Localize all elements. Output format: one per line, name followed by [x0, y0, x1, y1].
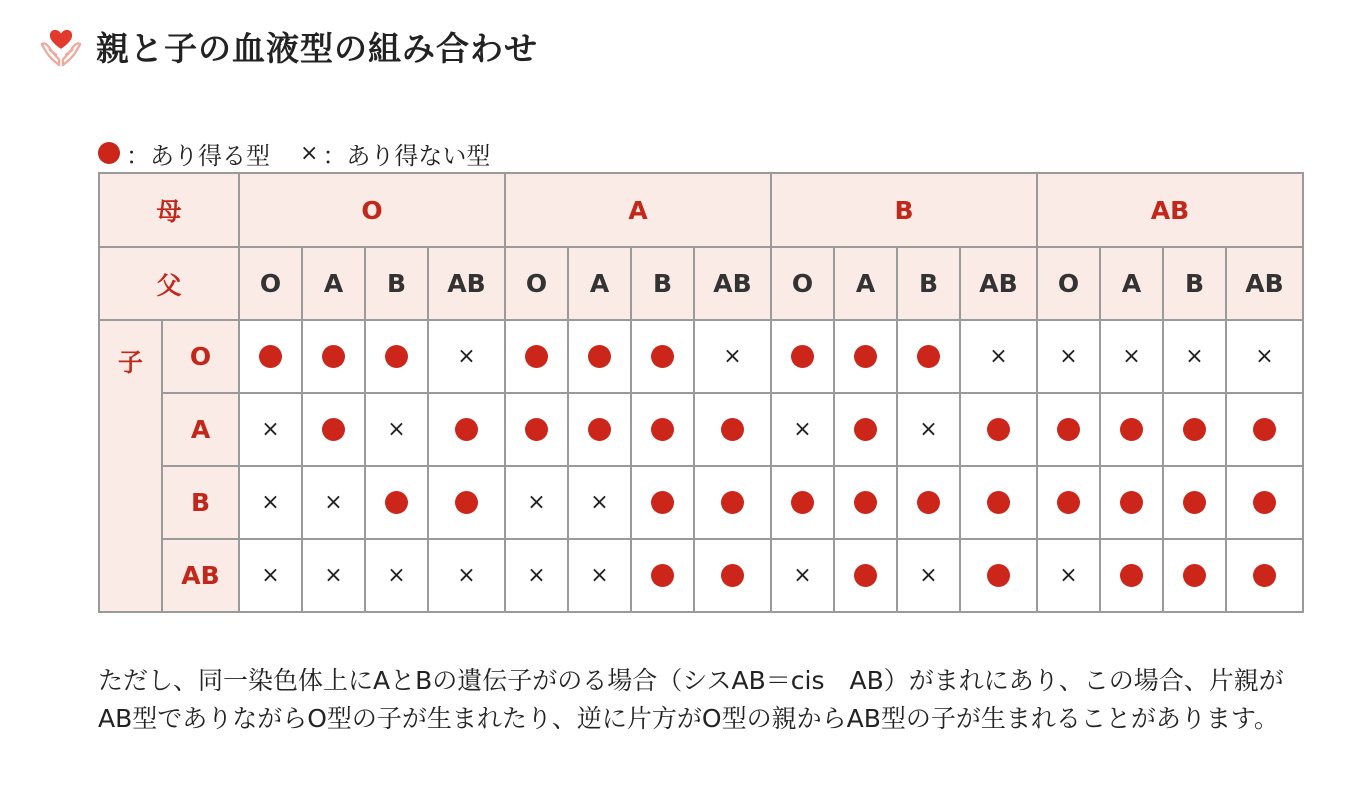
- child-label: 子: [99, 320, 162, 612]
- result-cell: [694, 539, 771, 612]
- result-cell: [631, 466, 694, 539]
- father-type-cell: B: [897, 247, 960, 320]
- possible-dot: [588, 345, 611, 368]
- possible-dot: [1057, 418, 1080, 441]
- mother-type-a: A: [505, 173, 771, 247]
- possible-dot: [525, 418, 548, 441]
- father-type-cell: A: [568, 247, 631, 320]
- result-cell: [1226, 466, 1303, 539]
- result-cell: [1163, 320, 1226, 393]
- mother-label: 母: [99, 173, 239, 247]
- possible-dot: [1253, 418, 1276, 441]
- possible-dot: [1253, 564, 1276, 587]
- impossible-cross: ×: [590, 490, 609, 515]
- possible-dot: [385, 491, 408, 514]
- result-cell: [239, 320, 302, 393]
- possible-dot: [588, 418, 611, 441]
- result-cell: [960, 393, 1037, 466]
- possible-dot: [987, 491, 1010, 514]
- result-cell: [631, 393, 694, 466]
- mother-type-ab: AB: [1037, 173, 1303, 247]
- possible-dot: [854, 564, 877, 587]
- father-header-row: [99, 247, 1303, 320]
- result-cell: [771, 393, 834, 466]
- child-row: [99, 320, 1303, 393]
- father-type-cell: B: [631, 247, 694, 320]
- heart-hands-icon: [38, 23, 84, 69]
- possible-dot: [651, 491, 674, 514]
- possible-dot: [1057, 491, 1080, 514]
- result-cell: [1226, 539, 1303, 612]
- legend: [98, 138, 490, 168]
- possible-dot: [987, 564, 1010, 587]
- result-cell: [1163, 539, 1226, 612]
- impossible-cross: ×: [527, 563, 546, 588]
- result-cell: [771, 320, 834, 393]
- result-cell: [897, 539, 960, 612]
- father-type-cell: O: [771, 247, 834, 320]
- possible-dot: [917, 491, 940, 514]
- father-type-cell: AB: [1226, 247, 1303, 320]
- result-cell: [1100, 393, 1163, 466]
- possible-dot: [854, 418, 877, 441]
- result-cell: [1037, 466, 1100, 539]
- child-type-cell: B: [162, 466, 239, 539]
- result-cell: [302, 393, 365, 466]
- impossible-cross: ×: [457, 563, 476, 588]
- result-cell: [365, 320, 428, 393]
- result-cell: [1163, 466, 1226, 539]
- father-type-cell: O: [1037, 247, 1100, 320]
- title-row: [38, 22, 538, 70]
- result-cell: [834, 466, 897, 539]
- result-cell: [694, 320, 771, 393]
- impossible-cross: ×: [324, 563, 343, 588]
- impossible-cross: ×: [590, 563, 609, 588]
- impossible-cross: ×: [261, 563, 280, 588]
- impossible-cross: ×: [261, 490, 280, 515]
- result-cell: [302, 466, 365, 539]
- child-type-cell: A: [162, 393, 239, 466]
- father-type-cell: AB: [694, 247, 771, 320]
- impossible-cross: ×: [261, 417, 280, 442]
- possible-dot: [721, 418, 744, 441]
- result-cell: [834, 539, 897, 612]
- possible-dot: [651, 345, 674, 368]
- possible-dot: [1183, 491, 1206, 514]
- impossible-cross: ×: [919, 417, 938, 442]
- possible-dot: [651, 418, 674, 441]
- result-cell: [834, 320, 897, 393]
- child-type-cell: O: [162, 320, 239, 393]
- result-cell: [897, 466, 960, 539]
- result-cell: [568, 539, 631, 612]
- blood-type-table: [98, 172, 1304, 613]
- mother-header-row: [99, 173, 1303, 247]
- impossible-cross: ×: [1059, 563, 1078, 588]
- result-cell: [505, 320, 568, 393]
- mother-type-o: O: [239, 173, 505, 247]
- result-cell: [694, 466, 771, 539]
- father-type-cell: A: [834, 247, 897, 320]
- possible-dot: [455, 491, 478, 514]
- result-cell: [1100, 466, 1163, 539]
- footnote: ただし、同一染色体上にAとBの遺伝子がのる場合（シスAB＝cis AB）がまれにあり、この場合、片親がAB型でありながらO型の子が生まれたり、逆に片方がO型の親からAB型の子が生まれることがあります。: [98, 666, 1284, 733]
- result-cell: [365, 393, 428, 466]
- possible-dot: [987, 418, 1010, 441]
- child-type-cell: AB: [162, 539, 239, 612]
- result-cell: [1100, 320, 1163, 393]
- possible-dot: [385, 345, 408, 368]
- result-cell: [505, 539, 568, 612]
- impossible-cross: ×: [793, 563, 812, 588]
- impossible-cross: ×: [457, 344, 476, 369]
- child-row: [99, 539, 1303, 612]
- impossible-cross: ×: [723, 344, 742, 369]
- result-cell: [771, 539, 834, 612]
- result-cell: [302, 320, 365, 393]
- possible-dot: [1120, 491, 1143, 514]
- legend-possible-dot: [98, 142, 120, 164]
- mother-type-b: B: [771, 173, 1037, 247]
- possible-dot: [455, 418, 478, 441]
- impossible-cross: ×: [919, 563, 938, 588]
- child-row: [99, 393, 1303, 466]
- possible-dot: [322, 418, 345, 441]
- father-label: 父: [99, 247, 239, 320]
- father-type-cell: O: [505, 247, 568, 320]
- result-cell: [568, 393, 631, 466]
- impossible-cross: ×: [1185, 344, 1204, 369]
- father-type-cell: AB: [428, 247, 505, 320]
- result-cell: [1037, 539, 1100, 612]
- result-cell: [694, 393, 771, 466]
- possible-dot: [917, 345, 940, 368]
- result-cell: [1226, 393, 1303, 466]
- impossible-cross: ×: [527, 490, 546, 515]
- legend-impossible-symbol: ×: [300, 140, 319, 166]
- father-type-cell: A: [1100, 247, 1163, 320]
- result-cell: [960, 539, 1037, 612]
- result-cell: [1100, 539, 1163, 612]
- result-cell: [897, 320, 960, 393]
- possible-dot: [651, 564, 674, 587]
- impossible-cross: ×: [1059, 344, 1078, 369]
- result-cell: [239, 539, 302, 612]
- possible-dot: [1120, 564, 1143, 587]
- result-cell: [365, 539, 428, 612]
- result-cell: [834, 393, 897, 466]
- possible-dot: [854, 345, 877, 368]
- result-cell: [631, 539, 694, 612]
- result-cell: [960, 466, 1037, 539]
- result-cell: [960, 320, 1037, 393]
- possible-dot: [791, 491, 814, 514]
- result-cell: [505, 466, 568, 539]
- father-type-cell: B: [365, 247, 428, 320]
- result-cell: [1037, 393, 1100, 466]
- result-cell: [302, 539, 365, 612]
- legend-impossible-label: ：あり得ない型: [322, 141, 491, 170]
- father-type-cell: O: [239, 247, 302, 320]
- result-cell: [239, 393, 302, 466]
- result-cell: [428, 539, 505, 612]
- result-cell: [1226, 320, 1303, 393]
- possible-dot: [791, 345, 814, 368]
- possible-dot: [1183, 418, 1206, 441]
- possible-dot: [1183, 564, 1206, 587]
- result-cell: [631, 320, 694, 393]
- impossible-cross: ×: [1122, 344, 1141, 369]
- impossible-cross: ×: [793, 417, 812, 442]
- possible-dot: [721, 491, 744, 514]
- possible-dot: [322, 345, 345, 368]
- impossible-cross: ×: [1255, 344, 1274, 369]
- possible-dot: [1120, 418, 1143, 441]
- result-cell: [568, 466, 631, 539]
- result-cell: [897, 393, 960, 466]
- possible-dot: [854, 491, 877, 514]
- father-type-cell: A: [302, 247, 365, 320]
- father-type-cell: AB: [960, 247, 1037, 320]
- result-cell: [428, 393, 505, 466]
- result-cell: [365, 466, 428, 539]
- result-cell: [239, 466, 302, 539]
- impossible-cross: ×: [387, 417, 406, 442]
- result-cell: [428, 466, 505, 539]
- result-cell: [428, 320, 505, 393]
- result-cell: [771, 466, 834, 539]
- impossible-cross: ×: [324, 490, 343, 515]
- possible-dot: [259, 345, 282, 368]
- result-cell: [1037, 320, 1100, 393]
- impossible-cross: ×: [387, 563, 406, 588]
- possible-dot: [525, 345, 548, 368]
- possible-dot: [1253, 491, 1276, 514]
- page-title: 親と子の血液型の組み合わせ: [96, 28, 538, 68]
- child-row: [99, 466, 1303, 539]
- legend-possible-label: ：あり得る型: [126, 141, 270, 170]
- result-cell: [568, 320, 631, 393]
- father-type-cell: B: [1163, 247, 1226, 320]
- result-cell: [505, 393, 568, 466]
- result-cell: [1163, 393, 1226, 466]
- impossible-cross: ×: [989, 344, 1008, 369]
- possible-dot: [721, 564, 744, 587]
